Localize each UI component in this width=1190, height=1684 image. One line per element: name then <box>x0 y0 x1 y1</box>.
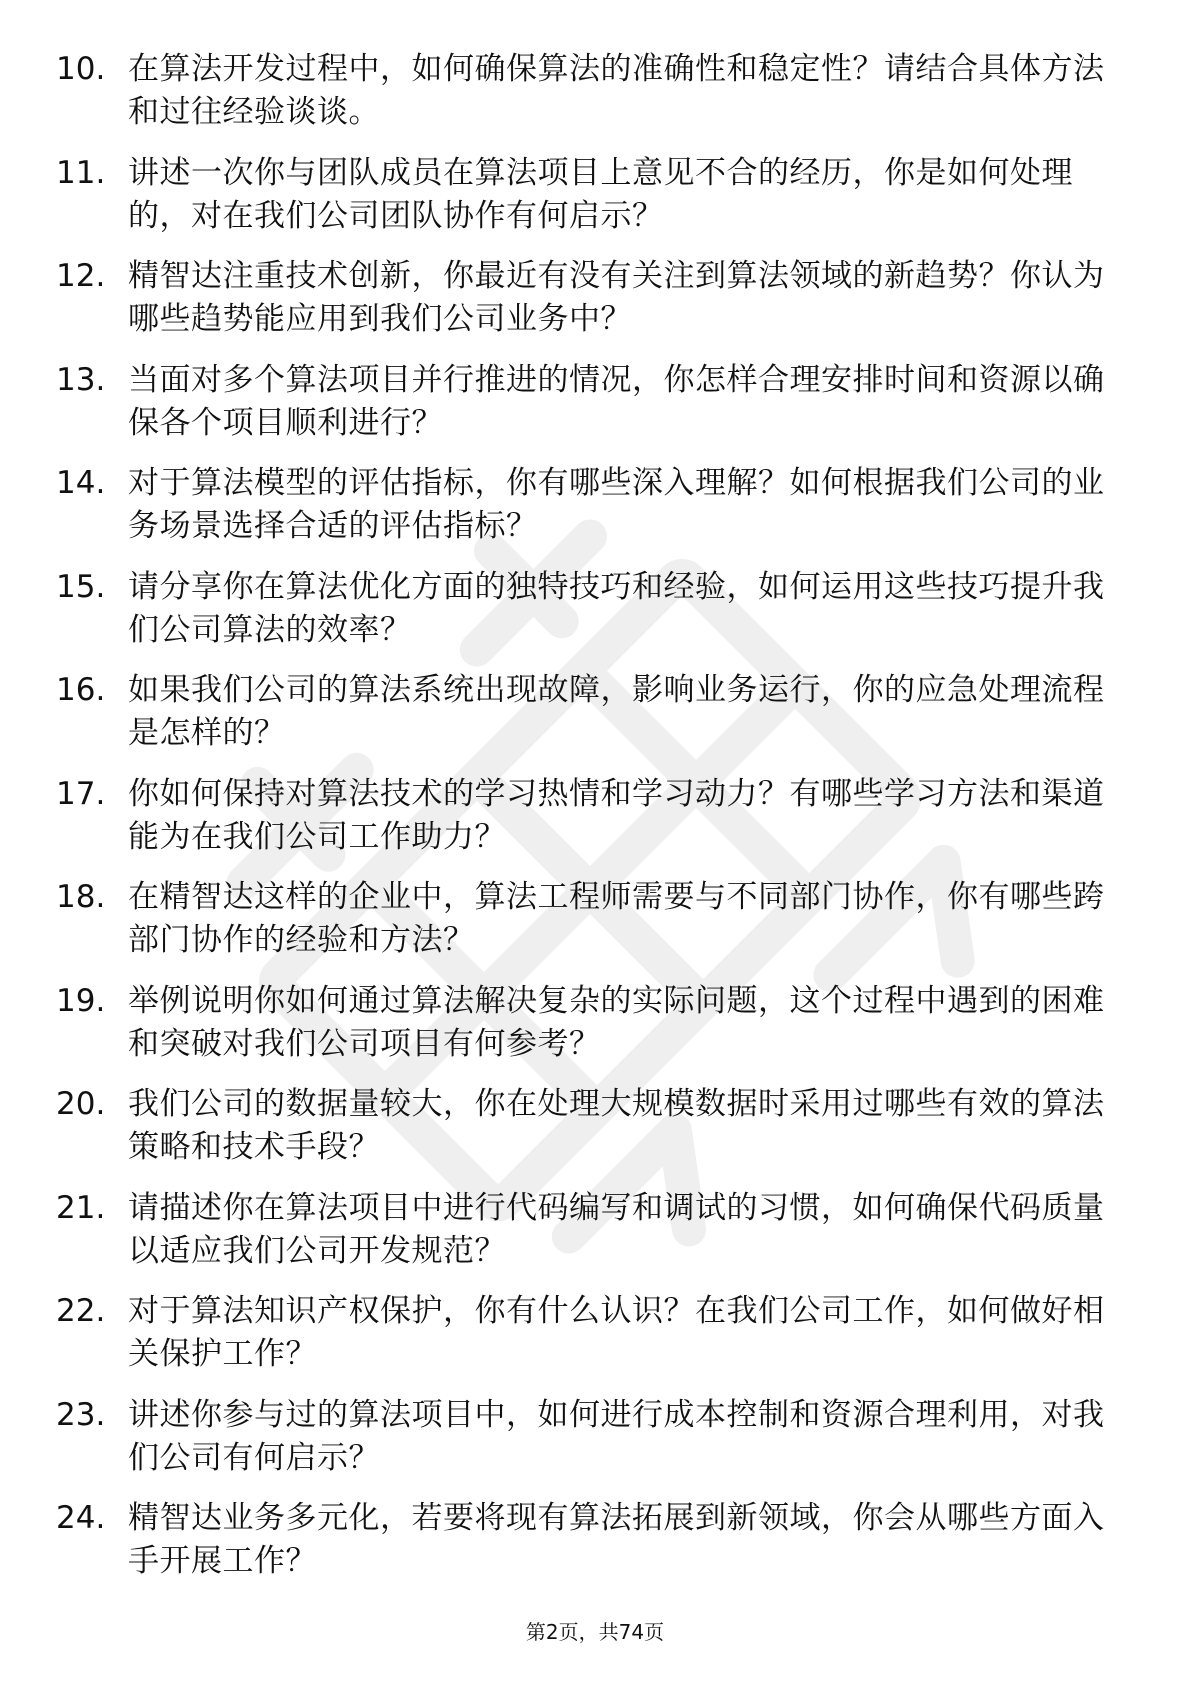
question-item <box>56 1187 1116 1291</box>
question-text: 在算法开发过程中，如何确保算法的准确性和稳定性？请结合具体方法和过往经验谈谈。 <box>128 51 1105 130</box>
question-number: 20. <box>56 1086 106 1122</box>
question-number: 22. <box>56 1293 106 1329</box>
question-text: 请描述你在算法项目中进行代码编写和调试的习惯，如何确保代码质量以适应我们公司开发规范？ <box>128 1189 1105 1269</box>
question-text: 精智达业务多元化，若要将现有算法拓展到新领域，你会从哪些方面入手开展工作？ <box>128 1500 1105 1579</box>
question-number: 11. <box>56 154 106 191</box>
question-number: 10. <box>56 51 106 87</box>
question-item <box>56 1394 1116 1498</box>
question-item <box>56 773 1116 877</box>
question-text: 你如何保持对算法技术的学习热情和学习动力？有哪些学习方法和渠道能为在我们公司工作助力？ <box>128 775 1105 855</box>
question-number: 18. <box>56 879 106 915</box>
question-item <box>56 566 1116 670</box>
question-item <box>56 255 1116 359</box>
question-number: 24. <box>56 1500 106 1536</box>
question-text: 举例说明你如何通过算法解决复杂的实际问题，这个过程中遇到的困难和突破对我们公司项目有何参考？ <box>128 982 1105 1062</box>
question-item <box>56 48 1116 152</box>
question-text: 我们公司的数据量较大，你在处理大规模数据时采用过哪些有效的算法策略和技术手段？ <box>128 1086 1105 1165</box>
question-text: 如果我们公司的算法系统出现故障，影响业务运行，你的应急处理流程是怎样的？ <box>128 672 1105 751</box>
question-text: 讲述一次你与团队成员在算法项目上意见不合的经历，你是如何处理的，对在我们公司团队协作有何启示？ <box>128 154 1073 234</box>
question-number: 23. <box>56 1396 106 1433</box>
question-item <box>56 669 1116 773</box>
question-text: 讲述你参与过的算法项目中，如何进行成本控制和资源合理利用，对我们公司有何启示？ <box>128 1396 1105 1476</box>
question-item <box>56 1290 1116 1394</box>
question-text: 请分享你在算法优化方面的独特技巧和经验，如何运用这些技巧提升我们公司算法的效率？ <box>128 568 1105 648</box>
question-number: 17. <box>56 775 106 812</box>
question-text: 对于算法知识产权保护，你有什么认识？在我们公司工作，如何做好相关保护工作？ <box>128 1293 1105 1372</box>
question-item <box>56 152 1116 256</box>
question-number: 13. <box>56 361 106 398</box>
question-item <box>56 876 1116 980</box>
question-number: 19. <box>56 982 106 1019</box>
question-number: 14. <box>56 465 106 501</box>
question-text: 当面对多个算法项目并行推进的情况，你怎样合理安排时间和资源以确保各个项目顺利进行？ <box>128 361 1105 441</box>
question-text: 精智达注重技术创新，你最近有没有关注到算法领域的新趋势？你认为哪些趋势能应用到我们公司业务中？ <box>128 258 1105 337</box>
question-number: 21. <box>56 1189 106 1226</box>
question-list <box>56 48 1116 1601</box>
question-number: 15. <box>56 568 106 605</box>
question-item <box>56 462 1116 566</box>
page-number-footer: 第2页，共74页 <box>525 1620 665 1644</box>
question-number: 16. <box>56 672 106 708</box>
question-number: 12. <box>56 258 106 294</box>
question-item <box>56 1497 1116 1601</box>
question-item <box>56 359 1116 463</box>
question-text: 对于算法模型的评估指标，你有哪些深入理解？如何根据我们公司的业务场景选择合适的评估指标？ <box>128 465 1105 544</box>
question-text: 在精智达这样的企业中，算法工程师需要与不同部门协作，你有哪些跨部门协作的经验和方法？ <box>128 879 1105 958</box>
question-item <box>56 1083 1116 1187</box>
question-item <box>56 980 1116 1084</box>
